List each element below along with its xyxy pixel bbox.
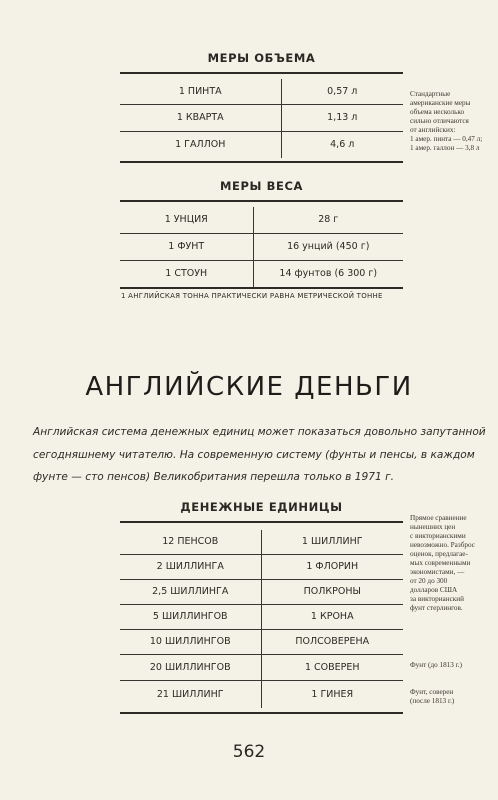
volume-section-title: МЕРЫ ОБЪЕМА bbox=[207, 51, 316, 65]
intro-paragraph bbox=[33, 421, 486, 489]
sidenote-line: оценок, предлагае- bbox=[410, 550, 468, 558]
sidenote-line: долларов США bbox=[410, 586, 458, 594]
table-row bbox=[120, 629, 403, 654]
sidenote-line: от 20 до 300 bbox=[410, 577, 448, 585]
money-value-cell: 1 СОВЕРЕН bbox=[261, 654, 403, 680]
weight-unit-cell: 1 УНЦИЯ bbox=[120, 207, 253, 233]
money-unit-cell: 12 ПЕНСОВ bbox=[120, 530, 261, 554]
volume-value-cell: 1,13 л bbox=[281, 104, 403, 131]
money-unit-cell: 5 ШИЛЛИНГОВ bbox=[120, 604, 261, 629]
chapter-heading: АНГЛИЙСКИЕ ДЕНЬГИ bbox=[85, 372, 413, 402]
table-row bbox=[120, 104, 403, 131]
table-row bbox=[120, 260, 403, 287]
sidenote-line: американские меры bbox=[410, 99, 471, 107]
volume-unit-cell: 1 КВАРТА bbox=[120, 104, 281, 131]
volume-value-cell: 4,6 л bbox=[281, 131, 403, 158]
weight-table-bottom-rule bbox=[120, 287, 403, 289]
weight-footnote: 1 АНГЛИЙСКАЯ ТОННА ПРАКТИЧЕСКИ РАВНА МЕТРИЧЕСКОЙ ТОННЕ bbox=[121, 292, 383, 300]
money-unit-cell: 2,5 ШИЛЛИНГА bbox=[120, 579, 261, 604]
money-value-cell: 1 ФЛОРИН bbox=[261, 554, 403, 579]
weight-value-cell: 28 г bbox=[318, 214, 339, 226]
volume-unit-cell: 1 ПИНТА bbox=[120, 79, 281, 104]
money-value-cell: 1 КРОНА bbox=[261, 604, 403, 629]
money-value-cell: ПОЛКРОНЫ bbox=[261, 579, 403, 604]
sidenote-line: экономистами, — bbox=[410, 568, 465, 576]
guinea-sidenote bbox=[410, 688, 454, 706]
intro-line: сегодняшнему читателю. На современную систему (фунты и пенсы, в каждом bbox=[33, 448, 475, 461]
volume-unit-cell: 1 ГАЛЛОН bbox=[120, 131, 281, 158]
table-row bbox=[120, 131, 403, 158]
sidenote-line: фунт стерлингов. bbox=[410, 604, 463, 612]
sidenote-line: сильно отличаются bbox=[410, 117, 469, 125]
table-row bbox=[120, 233, 403, 260]
weight-value-cell: 16 унций (450 г) bbox=[253, 233, 403, 260]
table-row bbox=[120, 604, 403, 629]
sidenote-line: Фунт (до 1813 г.) bbox=[410, 661, 462, 669]
money-value-cell: 1 ШИЛЛИНГ bbox=[301, 536, 363, 548]
table-row bbox=[120, 530, 403, 554]
sovereign-sidenote bbox=[410, 661, 462, 670]
sidenote-line: 1 амер. пинта — 0,47 л; bbox=[410, 135, 483, 143]
page-number: 562 bbox=[232, 742, 266, 762]
table-row bbox=[120, 654, 403, 680]
money-sidenote bbox=[410, 514, 475, 613]
table-row bbox=[120, 554, 403, 579]
money-unit-cell: 10 ШИЛЛИНГОВ bbox=[120, 629, 261, 654]
sidenote-line: за викторианский bbox=[410, 595, 464, 603]
weight-table bbox=[120, 207, 403, 287]
weight-section-title: МЕРЫ ВЕСА bbox=[219, 179, 303, 193]
money-unit-cell: 21 ШИЛЛИНГ bbox=[120, 680, 261, 708]
weight-unit-cell: 1 ФУНТ bbox=[120, 233, 253, 260]
money-value-cell: 1 ГИНЕЯ bbox=[261, 680, 403, 708]
volume-table-top-rule bbox=[120, 72, 403, 74]
weight-unit-cell: 1 СТОУН bbox=[120, 260, 253, 287]
sidenote-line: от английских: bbox=[410, 126, 456, 134]
sidenote-line: Прямое сравнение bbox=[410, 514, 467, 522]
money-unit-cell: 20 ШИЛЛИНГОВ bbox=[120, 654, 261, 680]
sidenote-line: с викторианскими bbox=[410, 532, 466, 540]
intro-line: Английская система денежных единиц может показаться довольно запутанной bbox=[33, 426, 486, 438]
weight-value-cell: 14 фунтов (6 300 г) bbox=[253, 260, 403, 287]
money-section-title: ДЕНЕЖНЫЕ ЕДИНИЦЫ bbox=[180, 500, 343, 514]
volume-table bbox=[120, 79, 403, 158]
sidenote-line: мых современными bbox=[410, 559, 471, 567]
sidenote-line: Фунт, соверен bbox=[410, 688, 454, 696]
table-row bbox=[120, 579, 403, 604]
sidenote-line: Стандартные bbox=[410, 90, 451, 98]
money-table-top-rule bbox=[120, 521, 403, 523]
volume-table-bottom-rule bbox=[120, 161, 403, 163]
sidenote-line: объема несколько bbox=[410, 108, 465, 116]
money-table bbox=[120, 530, 403, 708]
table-row bbox=[120, 207, 403, 233]
sidenote-line: 1 амер. галлон — 3,8 л bbox=[410, 144, 480, 152]
sidenote-line: (после 1813 г.) bbox=[410, 697, 455, 705]
sidenote-line: нынешних цен bbox=[410, 523, 456, 531]
sidenote-line: невозможно. Разброс bbox=[410, 541, 475, 549]
money-table-bottom-rule bbox=[120, 712, 403, 714]
intro-line: фунте — сто пенсов) Великобритания перешла только в 1971 г. bbox=[33, 471, 395, 483]
money-unit-cell: 2 ШИЛЛИНГА bbox=[120, 554, 261, 579]
table-row bbox=[120, 680, 403, 708]
table-row bbox=[120, 79, 403, 104]
volume-sidenote bbox=[410, 90, 482, 153]
weight-table-top-rule bbox=[120, 200, 403, 202]
volume-value-cell: 0,57 л bbox=[327, 85, 358, 97]
money-value-cell: ПОЛСОВЕРЕНА bbox=[261, 629, 403, 654]
